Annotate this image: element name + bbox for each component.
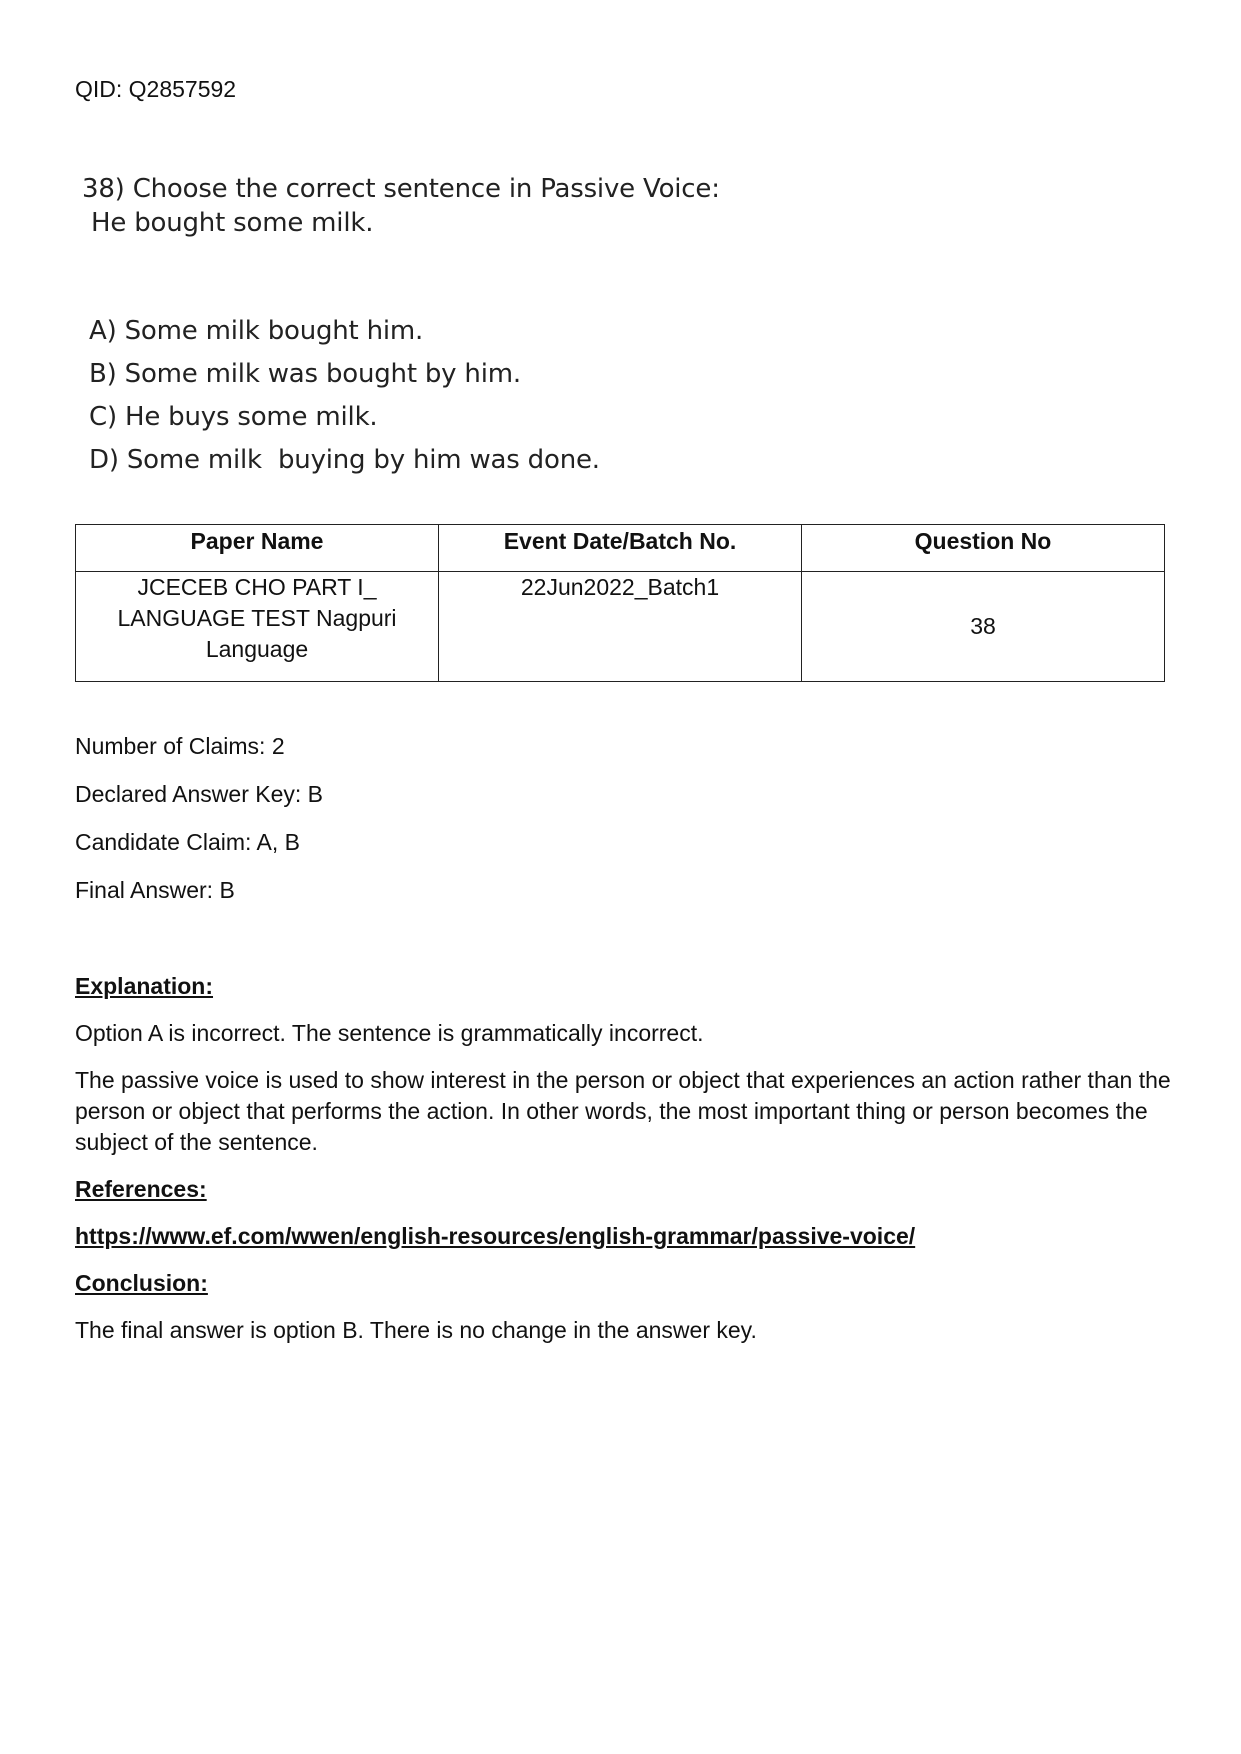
final-answer: Final Answer: B: [75, 877, 235, 903]
header-event-date: Event Date/Batch No.: [439, 525, 802, 572]
option-a: A) Some milk bought him.: [89, 316, 424, 346]
qid-label: QID: Q2857592: [75, 76, 237, 102]
header-paper-name: Paper Name: [76, 525, 439, 572]
explanation-para-2: The passive voice is used to show interest in the person or object that experiences an action rather than the person or object that performs the action. In other words, the most important thing or person becomes the subject of the sentence.: [75, 1067, 1171, 1155]
cell-question-no: 38: [802, 572, 1165, 682]
explanation-section: [75, 971, 1175, 1362]
number-of-claims: Number of Claims: 2: [75, 733, 285, 759]
candidate-claim: Candidate Claim: A, B: [75, 829, 301, 855]
references-heading: References:: [75, 1176, 207, 1202]
claims-section: [75, 731, 323, 923]
cell-event-date: 22Jun2022_Batch1: [439, 572, 802, 682]
options-list: [89, 314, 600, 486]
explanation-para-1: Option A is incorrect. The sentence is grammatically incorrect.: [75, 1020, 704, 1046]
paper-name-value: JCECEB CHO PART I_ LANGUAGE TEST Nagpuri Language: [117, 574, 397, 662]
conclusion-heading: Conclusion:: [75, 1270, 208, 1296]
question-image: [82, 172, 720, 240]
option-b: B) Some milk was bought by him.: [89, 359, 521, 389]
table-header-row: [76, 525, 1165, 572]
conclusion-text: The final answer is option B. There is no change in the answer key.: [75, 1317, 757, 1343]
declared-answer-key: Declared Answer Key: B: [75, 781, 324, 807]
option-c: C) He buys some milk.: [89, 402, 378, 432]
question-info-table: [75, 524, 1165, 682]
reference-link[interactable]: https://www.ef.com/wwen/english-resources/english-grammar/passive-voice/: [75, 1223, 916, 1249]
question-sentence: He bought some milk.: [91, 208, 374, 238]
option-d: D) Some milk buying by him was done.: [89, 445, 600, 475]
cell-paper-name: [76, 572, 439, 682]
question-text: 38) Choose the correct sentence in Passive Voice:: [82, 174, 720, 204]
table-row: [76, 572, 1165, 682]
explanation-heading: Explanation:: [75, 973, 214, 999]
header-question-no: Question No: [802, 525, 1165, 572]
